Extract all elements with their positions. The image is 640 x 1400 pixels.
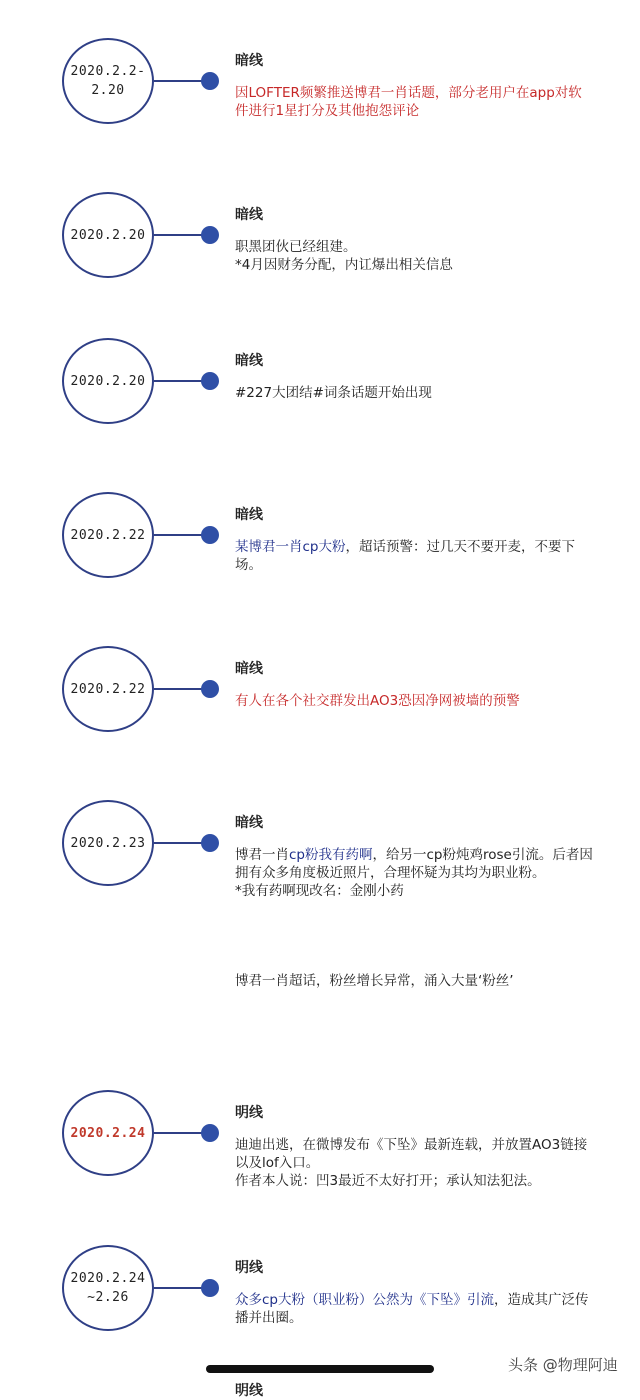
entry-description <box>235 846 595 900</box>
connector-line <box>154 842 204 844</box>
entry-kind-label: 暗线 <box>235 207 263 223</box>
entry-extra-note: 博君一肖超话，粉丝增长异常，涌入大量‘粉丝’ <box>235 973 514 989</box>
description-segment: ，给另一cp粉炖鸡rose引流。后者因拥有众多角度极近照片，合理怀疑为其均为职业粉。 <box>235 847 593 881</box>
entry-kind-label: 暗线 <box>235 507 263 523</box>
entry-description <box>235 1291 595 1327</box>
description-segment: 有人在各个社交群发出AO3恐因净网被墙的预警 <box>235 693 520 709</box>
connector-line <box>154 688 204 690</box>
description-segment: 某博君一肖cp大粉 <box>235 539 346 555</box>
description-segment: ，超话预警：过几天不要开麦，不要下场。 <box>235 539 575 573</box>
date-circle: 2020.2.24 ~2.26 <box>62 1245 154 1331</box>
timeline-dot <box>201 1279 219 1297</box>
entry-kind-label: 暗线 <box>235 353 263 369</box>
date-circle: 2020.2.23 <box>62 800 154 886</box>
connector-line <box>154 80 204 82</box>
timeline-dot <box>201 1124 219 1142</box>
description-segment: 作者本人说：凹3最近不太好打开；承认知法犯法。 <box>235 1173 541 1189</box>
description-segment: 博君一肖 <box>235 847 289 863</box>
entry-kind-label: 暗线 <box>235 815 263 831</box>
description-segment: 职黑团伙已经组建。 <box>235 239 357 255</box>
date-circle: 2020.2.22 <box>62 492 154 578</box>
connector-line <box>154 1287 204 1289</box>
date-circle: 2020.2.2- 2.20 <box>62 38 154 124</box>
timeline-dot <box>201 680 219 698</box>
timeline-dot <box>201 834 219 852</box>
next-entry-kind-partial: 明线 <box>235 1383 263 1399</box>
description-segment: 迪迪出逃，在微博发布《下坠》最新连载，并放置AO3链接以及lof入口。 <box>235 1137 588 1171</box>
entry-description <box>235 692 595 710</box>
entry-kind-label: 明线 <box>235 1260 263 1276</box>
date-circle: 2020.2.24 <box>62 1090 154 1176</box>
entry-kind-label: 暗线 <box>235 661 263 677</box>
timeline-dot <box>201 372 219 390</box>
description-segment: cp粉我有药啊 <box>289 847 373 863</box>
entry-description <box>235 1136 595 1190</box>
connector-line <box>154 380 204 382</box>
connector-line <box>154 534 204 536</box>
entry-description <box>235 384 595 402</box>
description-segment: ，造成其广泛传播并出圈。 <box>235 1292 589 1326</box>
description-segment: *4月因财务分配，内讧爆出相关信息 <box>235 257 453 273</box>
watermark: 头条 @物理阿迪 <box>508 1356 618 1374</box>
description-segment: #227大团结#词条话题开始出现 <box>235 385 432 401</box>
description-segment: 因LOFTER频繁推送博君一肖话题，部分老用户在app对软件进行1星打分及其他抱怨评论 <box>235 85 582 119</box>
connector-line <box>154 234 204 236</box>
description-segment: 众多cp大粉（职业粉）公然为《下坠》引流 <box>235 1292 494 1308</box>
timeline-dot <box>201 526 219 544</box>
entry-kind-label: 暗线 <box>235 53 263 69</box>
connector-line <box>154 1132 204 1134</box>
description-segment: *我有药啊现改名：金刚小药 <box>235 883 404 899</box>
home-indicator[interactable] <box>206 1365 434 1373</box>
entry-description <box>235 538 595 574</box>
date-circle: 2020.2.20 <box>62 192 154 278</box>
timeline-dot <box>201 226 219 244</box>
date-circle: 2020.2.20 <box>62 338 154 424</box>
entry-kind-label: 明线 <box>235 1105 263 1121</box>
timeline-dot <box>201 72 219 90</box>
entry-description <box>235 238 595 274</box>
date-circle: 2020.2.22 <box>62 646 154 732</box>
entry-description <box>235 84 595 120</box>
